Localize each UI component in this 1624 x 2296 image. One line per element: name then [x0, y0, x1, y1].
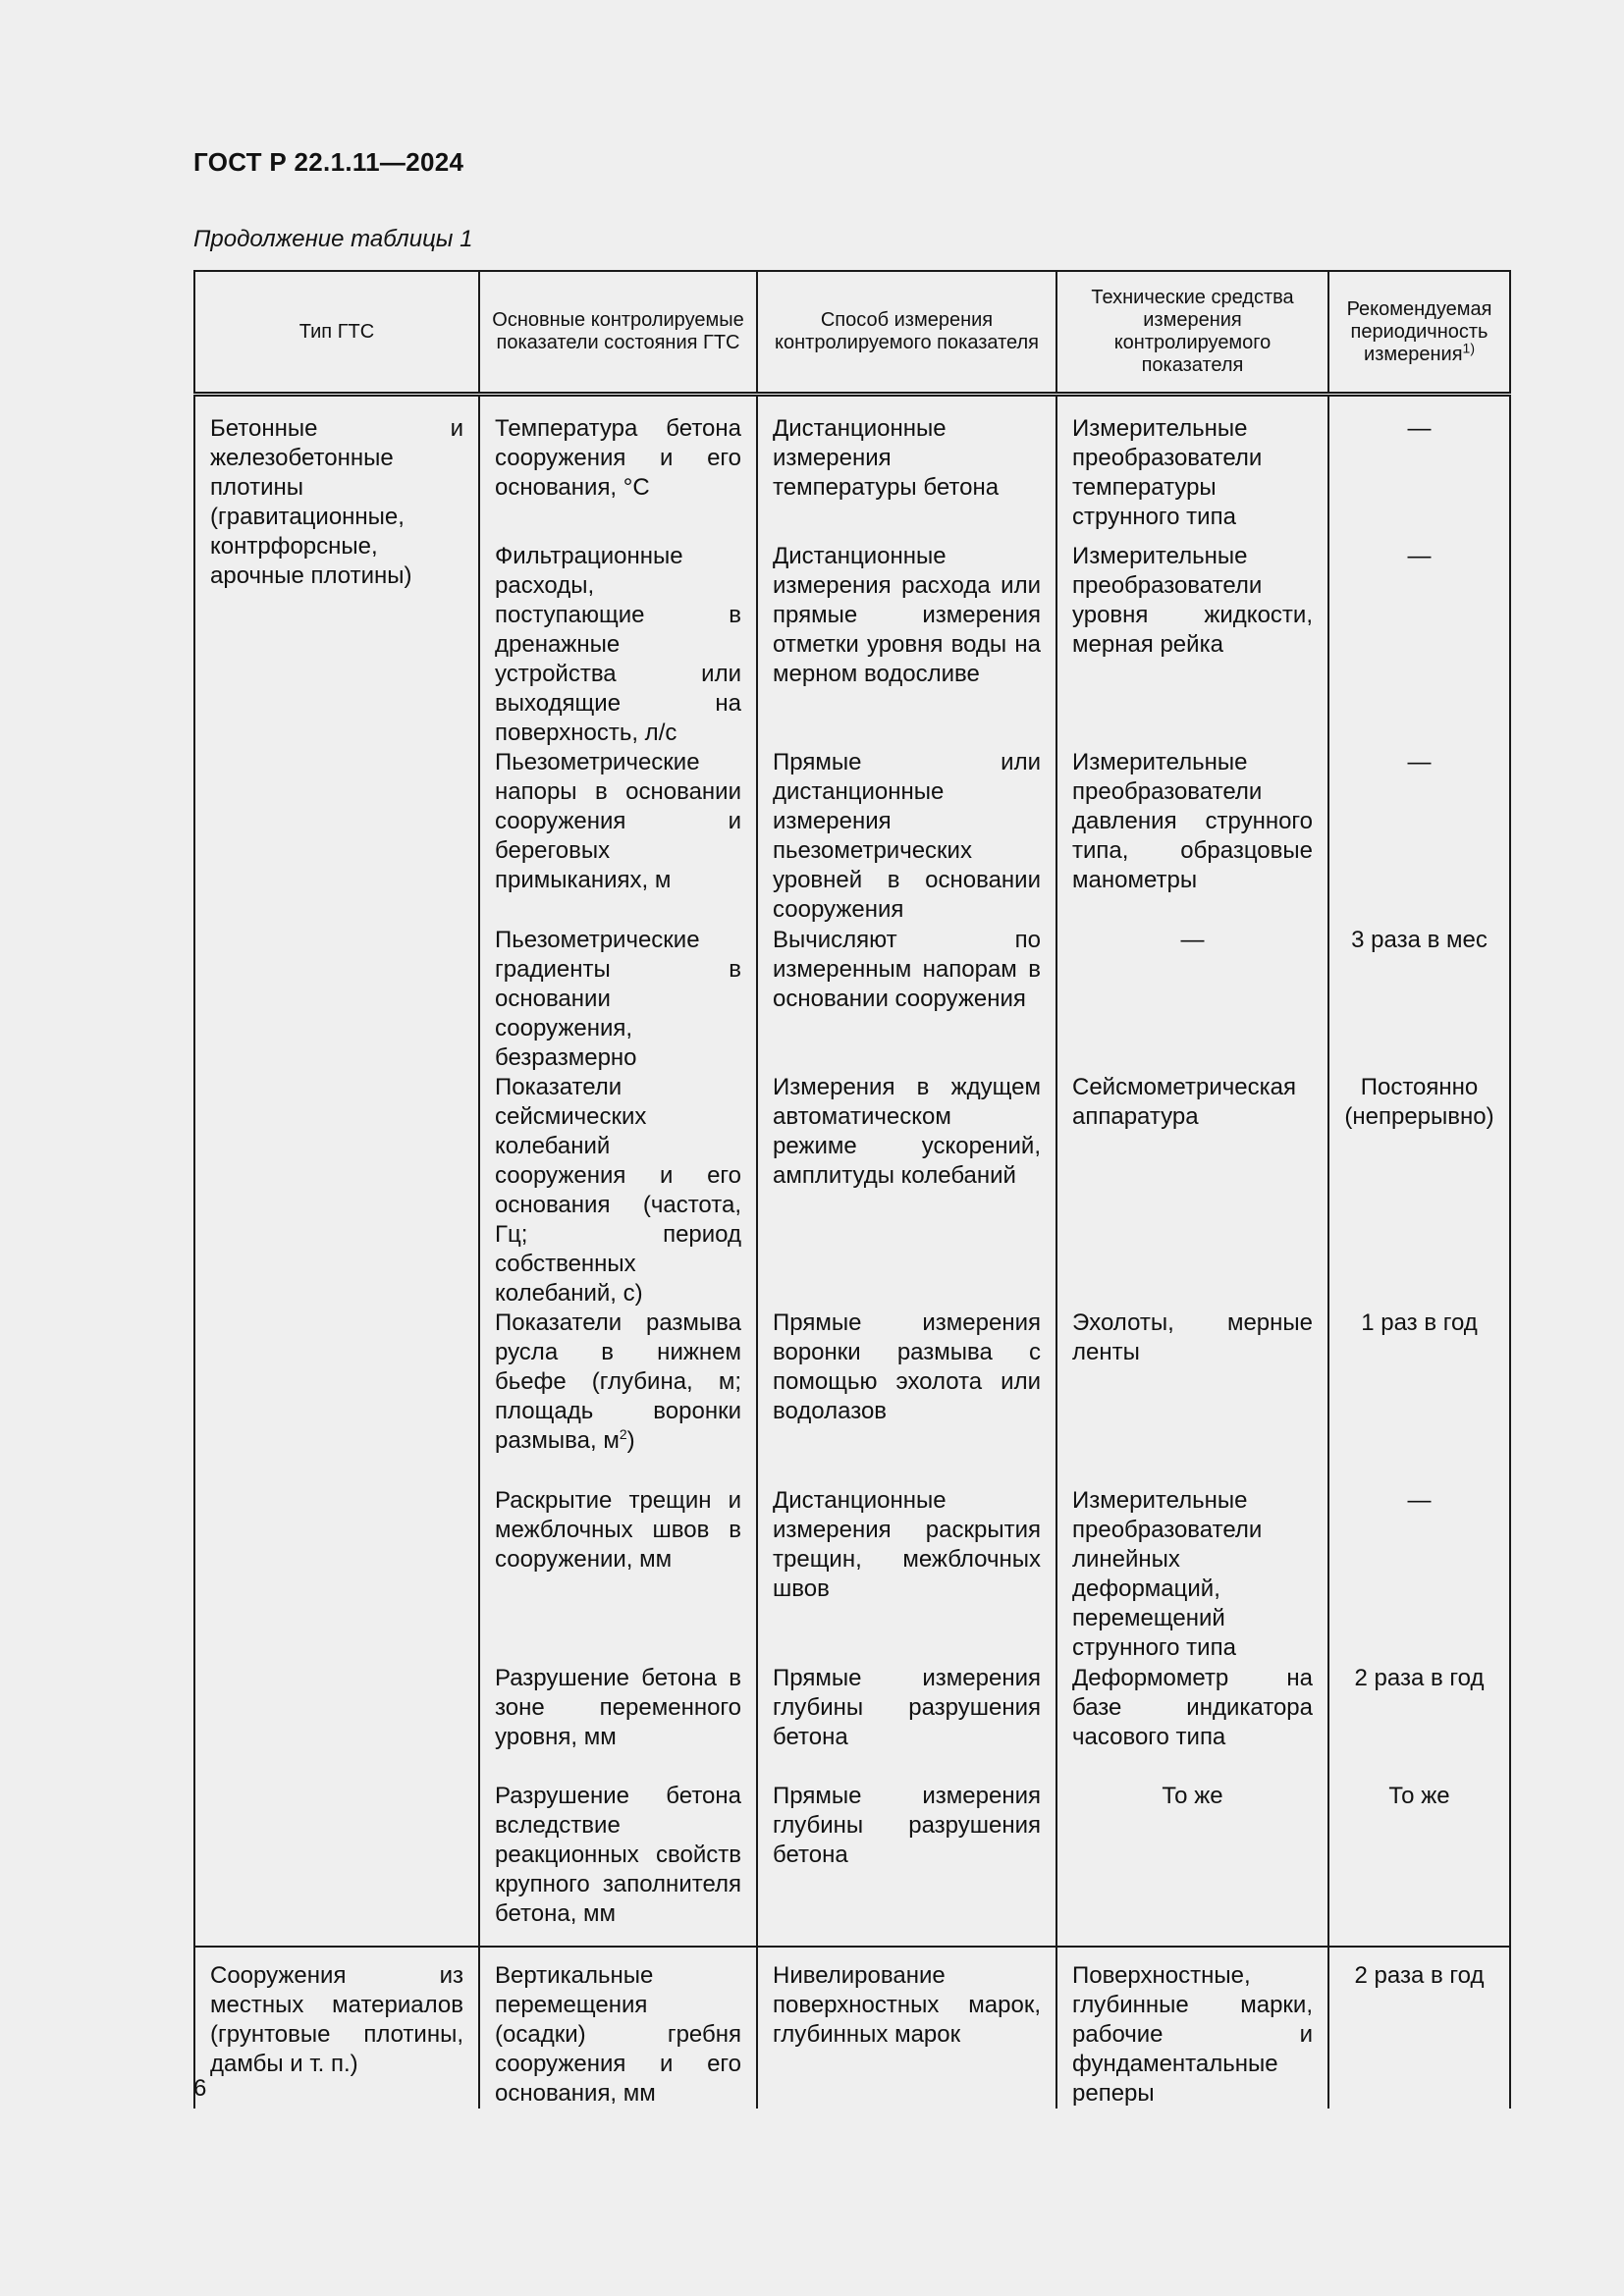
table-header	[194, 271, 1510, 395]
period-cell	[1328, 748, 1510, 926]
method-text: Дистанционные измерения расхода или прямые измерения отметки уровня воды на мерном водосливе	[773, 542, 1041, 687]
period-cell	[1328, 1073, 1510, 1308]
period-text: 1 раз в год	[1361, 1308, 1478, 1336]
means-text: Измерительные преобразователи давления струнного типа, образцовые манометры	[1072, 748, 1313, 893]
means-cell	[1056, 926, 1328, 1073]
indicator-cell	[479, 1664, 757, 1782]
method-text: Вычисляют по измеренным напорам в основании сооружения	[773, 926, 1041, 1012]
period-cell	[1328, 1664, 1510, 1782]
header-row	[194, 271, 1510, 395]
monitoring-table	[193, 270, 1511, 2109]
method-text: Дистанционные измерения раскрытия трещин, межблочных швов	[773, 1486, 1041, 1602]
period-cell	[1328, 1782, 1510, 1947]
indicator-text: Температура бетона сооружения и его основания, °С	[495, 415, 741, 501]
indicator-cell	[479, 542, 757, 748]
indicator-text: Пьезометрические градиенты в основании сооружения, безразмерно	[495, 926, 741, 1071]
indicator-text: Вертикальные перемещения (осадки) гребня сооружения и его основания, мм	[495, 1961, 741, 2107]
footnote-mark: 1)	[1462, 339, 1475, 355]
method-cell	[757, 1073, 1056, 1308]
type-text: Сооружения из местных материалов (грунтовые плотины, дамбы и т. п.)	[210, 1961, 463, 2077]
method-text: Нивелирование поверхностных марок, глубинных марок	[773, 1961, 1041, 2048]
method-text: Измерения в ждущем автоматическом режиме ускорений, амплитуды колебаний	[773, 1073, 1041, 1189]
means-text: Эхолоты, мерные ленты	[1072, 1308, 1313, 1365]
period-cell	[1328, 1947, 1510, 2109]
means-cell	[1056, 542, 1328, 748]
type-cell	[194, 1947, 479, 2109]
period-text: 2 раза в год	[1354, 1961, 1485, 1989]
method-cell	[757, 1308, 1056, 1486]
page-number: 6	[193, 2075, 207, 2102]
indicator-cell	[479, 748, 757, 926]
means-text: Измерительные преобразователи температуры струнного типа	[1072, 415, 1263, 530]
indicator-tail: )	[626, 1426, 635, 1454]
method-text: Прямые измерения глубины разрушения бетона	[773, 1664, 1041, 1750]
period-text: —	[1407, 542, 1432, 569]
table-caption: Продолжение таблицы 1	[193, 226, 473, 252]
type-text: Бетонные и железобетонные плотины (гравитационные, контрфорсные, арочные плотины)	[210, 415, 463, 589]
means-cell	[1056, 1782, 1328, 1947]
means-text: Сейсмометрическая аппаратура	[1072, 1073, 1296, 1130]
means-text: Деформометр на базе индикатора часового типа	[1072, 1664, 1313, 1750]
period-cell	[1328, 542, 1510, 748]
means-text: Измерительные преобразователи линейных деформаций, перемещений струнного типа	[1072, 1486, 1263, 1661]
means-text: То же	[1162, 1782, 1223, 1809]
indicator-cell	[479, 1782, 757, 1947]
means-cell	[1056, 1947, 1328, 2109]
period-text: —	[1407, 415, 1432, 442]
indicator-text: Показатели сейсмических колебаний сооружения и его основания (частота, Гц; период собственных колебаний, с)	[495, 1073, 741, 1307]
means-cell	[1056, 1073, 1328, 1308]
period-cell	[1328, 395, 1510, 542]
indicator-cell	[479, 1073, 757, 1308]
indicator-text: Раскрытие трещин и межблочных швов в сооружении, мм	[495, 1486, 741, 1573]
means-text: Поверхностные, глубинные марки, рабочие и фундаментальные реперы	[1072, 1961, 1313, 2107]
col-header-method: Способ измерения контролируемого показателя	[757, 271, 1056, 395]
period-text: —	[1407, 1486, 1432, 1514]
period-text: 2 раза в год	[1354, 1664, 1485, 1691]
indicator-text: Разрушение бетона вследствие реакционных свойств крупного заполнителя бетона, мм	[495, 1782, 741, 1927]
period-text: Постоянно (непрерывно)	[1344, 1073, 1494, 1130]
means-cell	[1056, 395, 1328, 542]
col-header-indicator: Основные контролируемые показатели состояния ГТС	[479, 271, 757, 395]
period-cell	[1328, 1308, 1510, 1486]
method-cell	[757, 395, 1056, 542]
indicator-cell	[479, 1308, 757, 1486]
table-row	[194, 395, 1510, 542]
col-header-period	[1328, 271, 1510, 395]
indicator-text: Показатели размыва русла в нижнем бьефе (глубина, м; площадь воронки размыва, м	[495, 1308, 741, 1454]
method-text: Прямые или дистанционные измерения пьезометрических уровней в основании сооружения	[773, 748, 1041, 923]
period-text: То же	[1388, 1782, 1450, 1809]
period-text: —	[1407, 748, 1432, 775]
means-cell	[1056, 1664, 1328, 1782]
method-cell	[757, 748, 1056, 926]
table-row	[194, 1947, 1510, 2109]
method-text: Дистанционные измерения температуры бетона	[773, 415, 1000, 501]
col-header-period-text: Рекомендуемая периодичность измерения	[1346, 297, 1492, 365]
means-cell	[1056, 1308, 1328, 1486]
method-cell	[757, 1782, 1056, 1947]
table-container	[193, 270, 1509, 2107]
col-header-type: Тип ГТС	[194, 271, 479, 395]
indicator-cell	[479, 926, 757, 1073]
method-text: Прямые измерения глубины разрушения бетона	[773, 1782, 1041, 1868]
unit-superscript: 2	[619, 1425, 627, 1442]
method-cell	[757, 1486, 1056, 1664]
indicator-cell	[479, 1947, 757, 2109]
period-cell	[1328, 926, 1510, 1073]
method-cell	[757, 1664, 1056, 1782]
indicator-cell	[479, 395, 757, 542]
means-cell	[1056, 1486, 1328, 1664]
indicator-text: Разрушение бетона в зоне переменного уровня, мм	[495, 1664, 741, 1750]
table-body	[194, 395, 1510, 2109]
indicator-text: Пьезометрические напоры в основании сооружения и береговых примыканиях, м	[495, 748, 741, 893]
means-cell	[1056, 748, 1328, 926]
period-text: 3 раза в мес	[1351, 926, 1488, 953]
means-text: —	[1180, 926, 1205, 953]
method-cell	[757, 542, 1056, 748]
indicator-cell	[479, 1486, 757, 1664]
indicator-text: Фильтрационные расходы, поступающие в дренажные устройства или выходящие на поверхность, л/с	[495, 542, 741, 746]
method-cell	[757, 1947, 1056, 2109]
means-text: Измерительные преобразователи уровня жидкости, мерная рейка	[1072, 542, 1313, 658]
type-cell	[194, 395, 479, 1947]
col-header-means: Технические средства измерения контролируемого показателя	[1056, 271, 1328, 395]
method-text: Прямые измерения воронки размыва с помощью эхолота или водолазов	[773, 1308, 1041, 1424]
period-cell	[1328, 1486, 1510, 1664]
document-code: ГОСТ Р 22.1.11—2024	[193, 147, 464, 177]
method-cell	[757, 926, 1056, 1073]
